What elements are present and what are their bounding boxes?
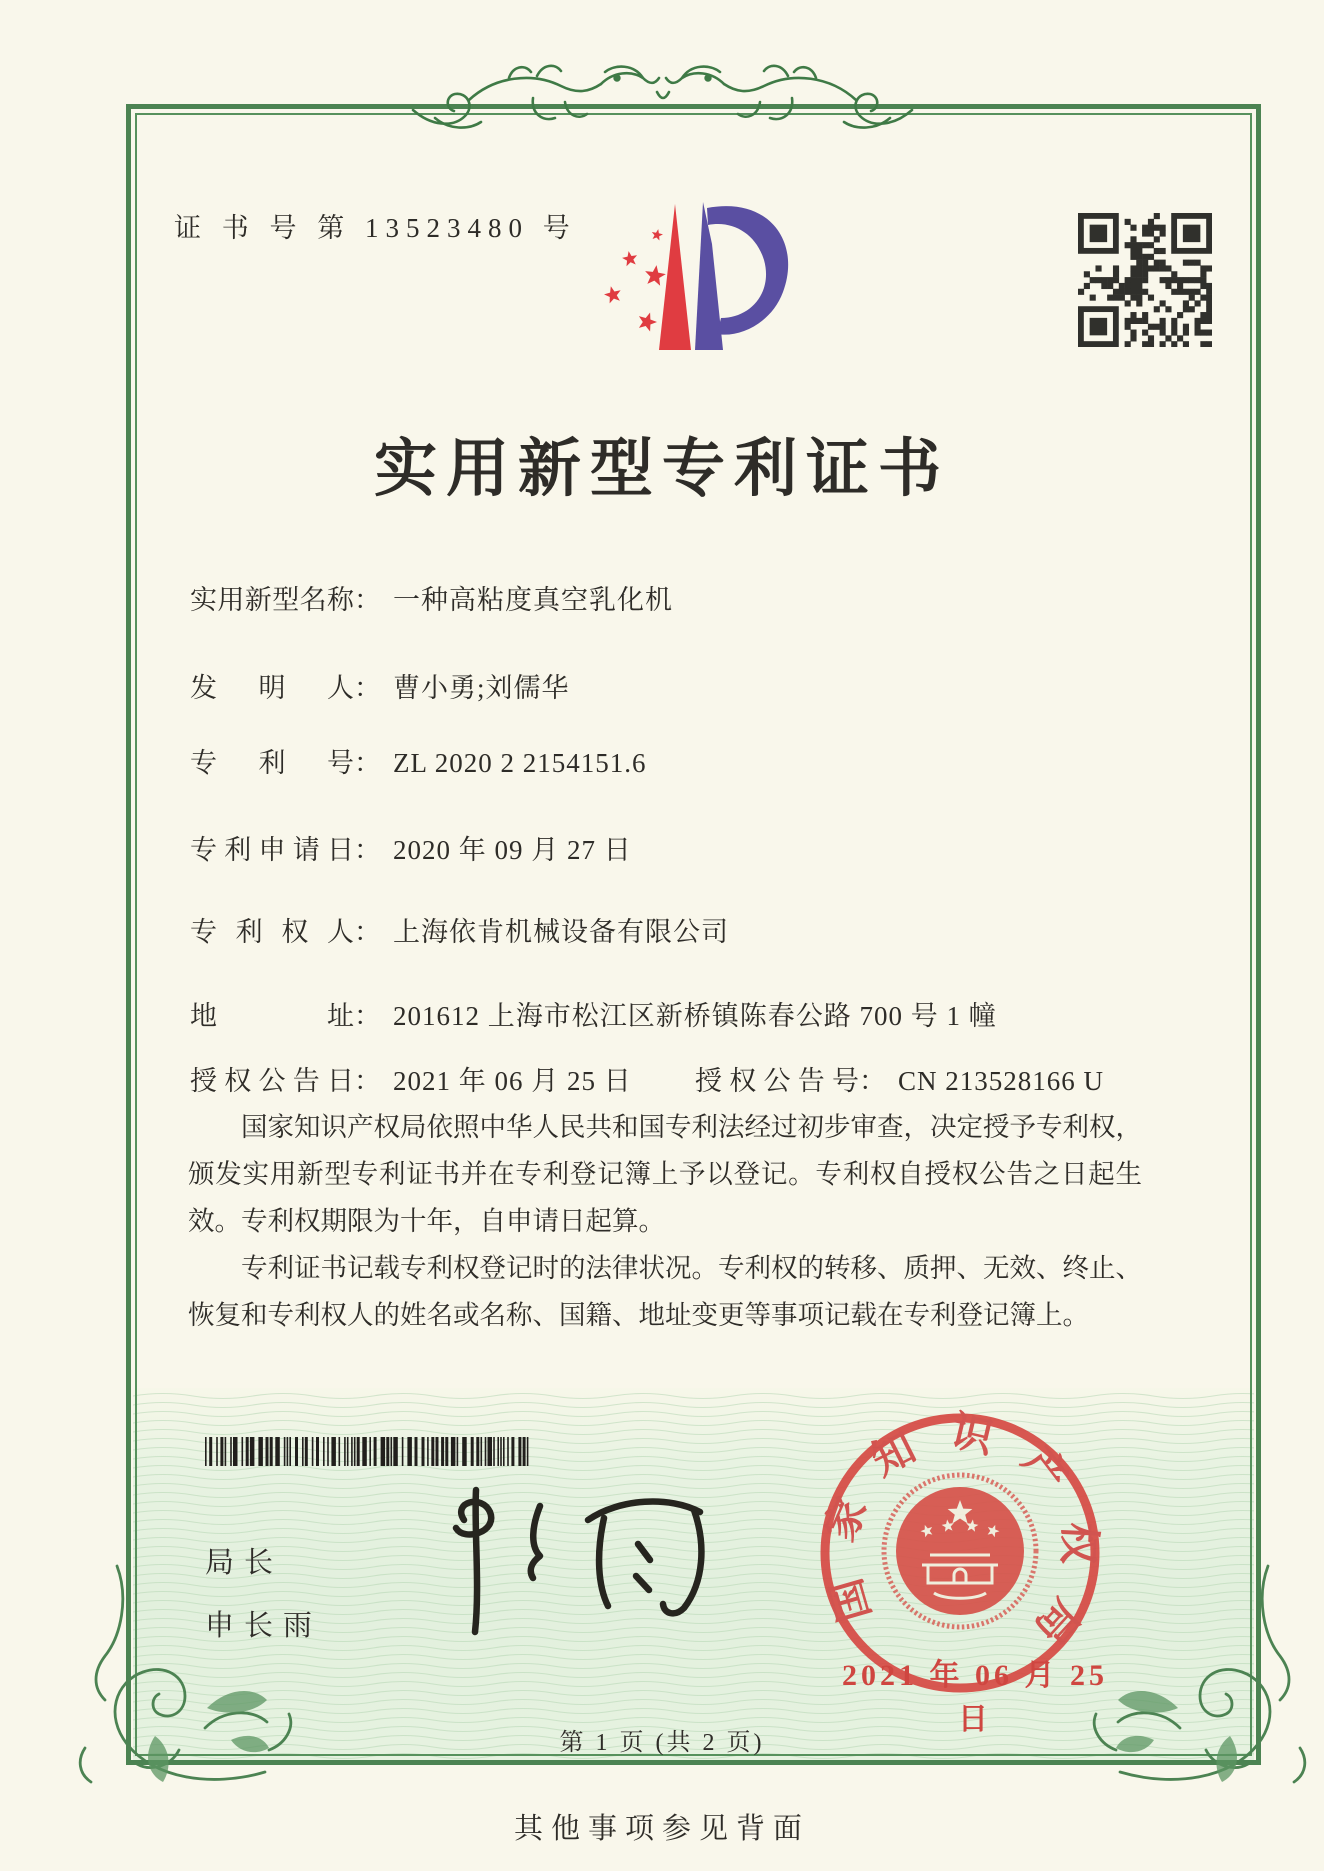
field-value: 曹小勇;刘儒华 [393, 673, 570, 703]
legal-text [188, 1104, 1142, 1339]
barcode [205, 1437, 535, 1466]
field-label: 地址 [190, 1001, 354, 1031]
field-colon: ： [354, 585, 381, 615]
director-signature [412, 1486, 712, 1656]
logo-red-wedge [659, 204, 691, 350]
field-filing-date [190, 828, 632, 867]
dragon-ornament [405, 48, 920, 148]
field-label: 专利申请日 [190, 835, 354, 865]
field-inventor [190, 666, 570, 705]
field-value: 2021 年 06 月 25 日 [393, 1066, 632, 1096]
field-utility-model-name [190, 578, 673, 617]
seal-text: 国家知识产权局 [815, 1408, 1102, 1674]
field-value: 一种高粘度真空乳化机 [393, 585, 673, 615]
field-value: CN 213528166 U [898, 1066, 1105, 1096]
field-value: 2020 年 09 月 27 日 [393, 835, 632, 865]
field-value: 201612 上海市松江区新桥镇陈春公路 700 号 1 幢 [393, 1001, 997, 1031]
field-grant-date [190, 1059, 1105, 1098]
field-colon: ： [354, 1001, 381, 1031]
field-colon: ： [354, 1066, 381, 1096]
certificate-title: 实用新型专利证书 [374, 434, 950, 504]
field-patent-number [190, 741, 646, 780]
field-label: 授权公告日 [190, 1066, 354, 1096]
qr-code [1078, 213, 1212, 347]
field-label: 专利号 [190, 748, 354, 778]
cnipa-patent-logo [585, 192, 800, 367]
legal-paragraph-2: 专利证书记载专利权登记时的法律状况。专利权的转移、质押、无效、终止、恢复和专利权人的姓名或名称、国籍、地址变更等事项记载在专利登记簿上。 [188, 1253, 1142, 1330]
field-value: 上海依肯机械设备有限公司 [393, 917, 729, 947]
field-label: 发明人 [190, 673, 354, 703]
seal-date: 2021 年 06 月 25 日 [842, 1659, 1108, 1736]
director-title: 局长 [205, 1547, 284, 1579]
back-note: 其他事项参见背面 [513, 1813, 810, 1845]
certificate-number: 证 书 号 第 13523480 号 [174, 213, 577, 243]
field-colon: ： [354, 748, 381, 778]
field-colon: ： [354, 835, 381, 865]
field-label: 授权公告号 [695, 1066, 859, 1096]
legal-paragraph-1: 国家知识产权局依照中华人民共和国专利法经过初步审查，决定授予专利权，颁发实用新型专利证书并在专利登记簿上予以登记。专利权自授权公告之日起生效。专利权期限为十年，自申请日起算。 [188, 1112, 1142, 1236]
page-indicator: 第 1 页 (共 2 页) [559, 1730, 765, 1756]
field-grant-number [695, 1059, 1104, 1098]
field-value: ZL 2020 2 2154151.6 [393, 748, 647, 778]
corner-flourish-left [55, 1558, 313, 1794]
field-colon: ： [354, 917, 381, 947]
field-label: 专利权人 [190, 917, 354, 947]
field-label: 实用新型名称 [190, 585, 354, 615]
field-colon: ： [354, 673, 381, 703]
field-colon: ： [859, 1066, 886, 1096]
field-patentee [190, 910, 729, 949]
field-address [190, 994, 997, 1033]
logo-stars [604, 229, 666, 331]
director-name: 申长雨 [205, 1610, 323, 1642]
